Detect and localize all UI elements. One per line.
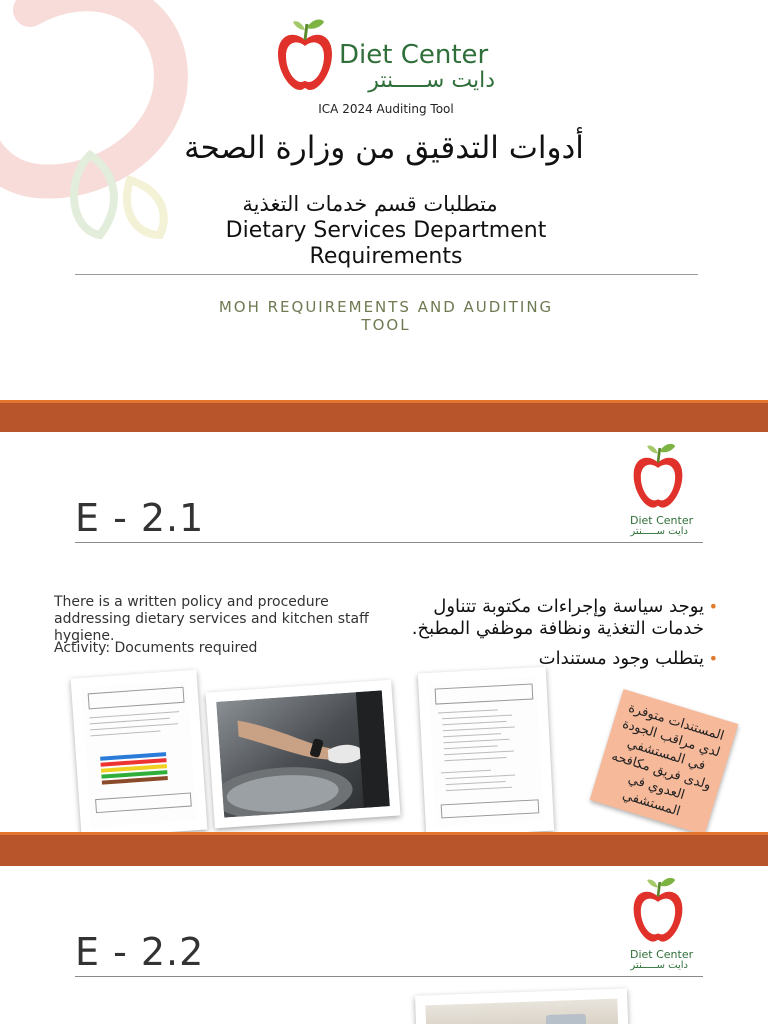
document-page: [428, 677, 543, 826]
slide-subtitle-english: [0, 218, 768, 270]
accent-bar: [0, 832, 768, 866]
cleaning-photo-image: [216, 690, 390, 817]
heading-divider: [75, 976, 703, 977]
requirement-text-english: There is a written policy and procedure addressing dietary services and kitchen staff hygiene.: [54, 594, 369, 644]
logo-wordmark-en: Diet Center: [630, 514, 694, 527]
subtitle-line-1: Dietary Services Department: [225, 218, 547, 243]
apple-icon: [630, 440, 686, 512]
slide-e-2-1: [0, 432, 768, 832]
tagline: [0, 298, 768, 334]
tagline-line-2: TOOL: [361, 316, 411, 334]
title-slide: [0, 0, 768, 400]
slide-heading: E - 2.2: [75, 930, 205, 974]
tagline-line-1: MOH REQUIREMENTS AND AUDITING: [218, 298, 554, 316]
slide-heading: E - 2.1: [75, 496, 205, 540]
slide-subtitle-arabic: متطلبات قسم خدمات التغذية: [242, 192, 498, 216]
logo-wordmark-en: Diet Center: [630, 948, 694, 961]
procedure-document-thumbnail: [418, 667, 554, 832]
accent-bar: [0, 400, 768, 432]
heading-divider: [75, 542, 703, 543]
slide-title-arabic: أدوات التدقيق من وزارة الصحة: [184, 130, 584, 166]
accent-bar-highlight: [0, 400, 768, 403]
activity-text: Activity: Documents required: [54, 640, 258, 656]
logo-wordmark-ar: دايت ســـــنتر: [630, 526, 688, 537]
subtitle-line-2: Requirements: [309, 244, 463, 269]
photo-image: [425, 999, 619, 1024]
apple-icon: [274, 16, 336, 94]
apple-icon: [630, 874, 686, 946]
accent-bar-highlight: [0, 832, 768, 835]
arabic-bullet-2: • يتطلب وجود مستندات: [378, 648, 718, 670]
document-page: [81, 680, 197, 827]
arabic-bullet-1: • يوجد سياسة وإجراءات مكتوبة تتناول خدمات التغذية ونظافة موظفي المطبخ.: [378, 596, 718, 640]
policy-document-thumbnail: [71, 670, 208, 832]
requirement-list-arabic: [378, 596, 718, 678]
logo-wordmark-ar: دايت ســـــنتر: [630, 960, 688, 971]
slide-e-2-2: [0, 866, 768, 1024]
photo-thumbnail: [415, 988, 629, 1024]
sticky-note: [590, 689, 739, 832]
divider: [75, 274, 698, 275]
hand-washing-photo: [205, 680, 400, 829]
tool-subtitle: ICA 2024 Auditing Tool: [318, 102, 454, 116]
logo-wordmark-en: Diet Center: [339, 40, 489, 70]
logo-wordmark-ar: دايت ســـــنتر: [368, 68, 495, 93]
sticky-note-text: المستندات متوفرة لدي مراقب الجودة في المستشفي ولدى فريق مكافحه العدوي في المستشفي: [609, 700, 726, 820]
